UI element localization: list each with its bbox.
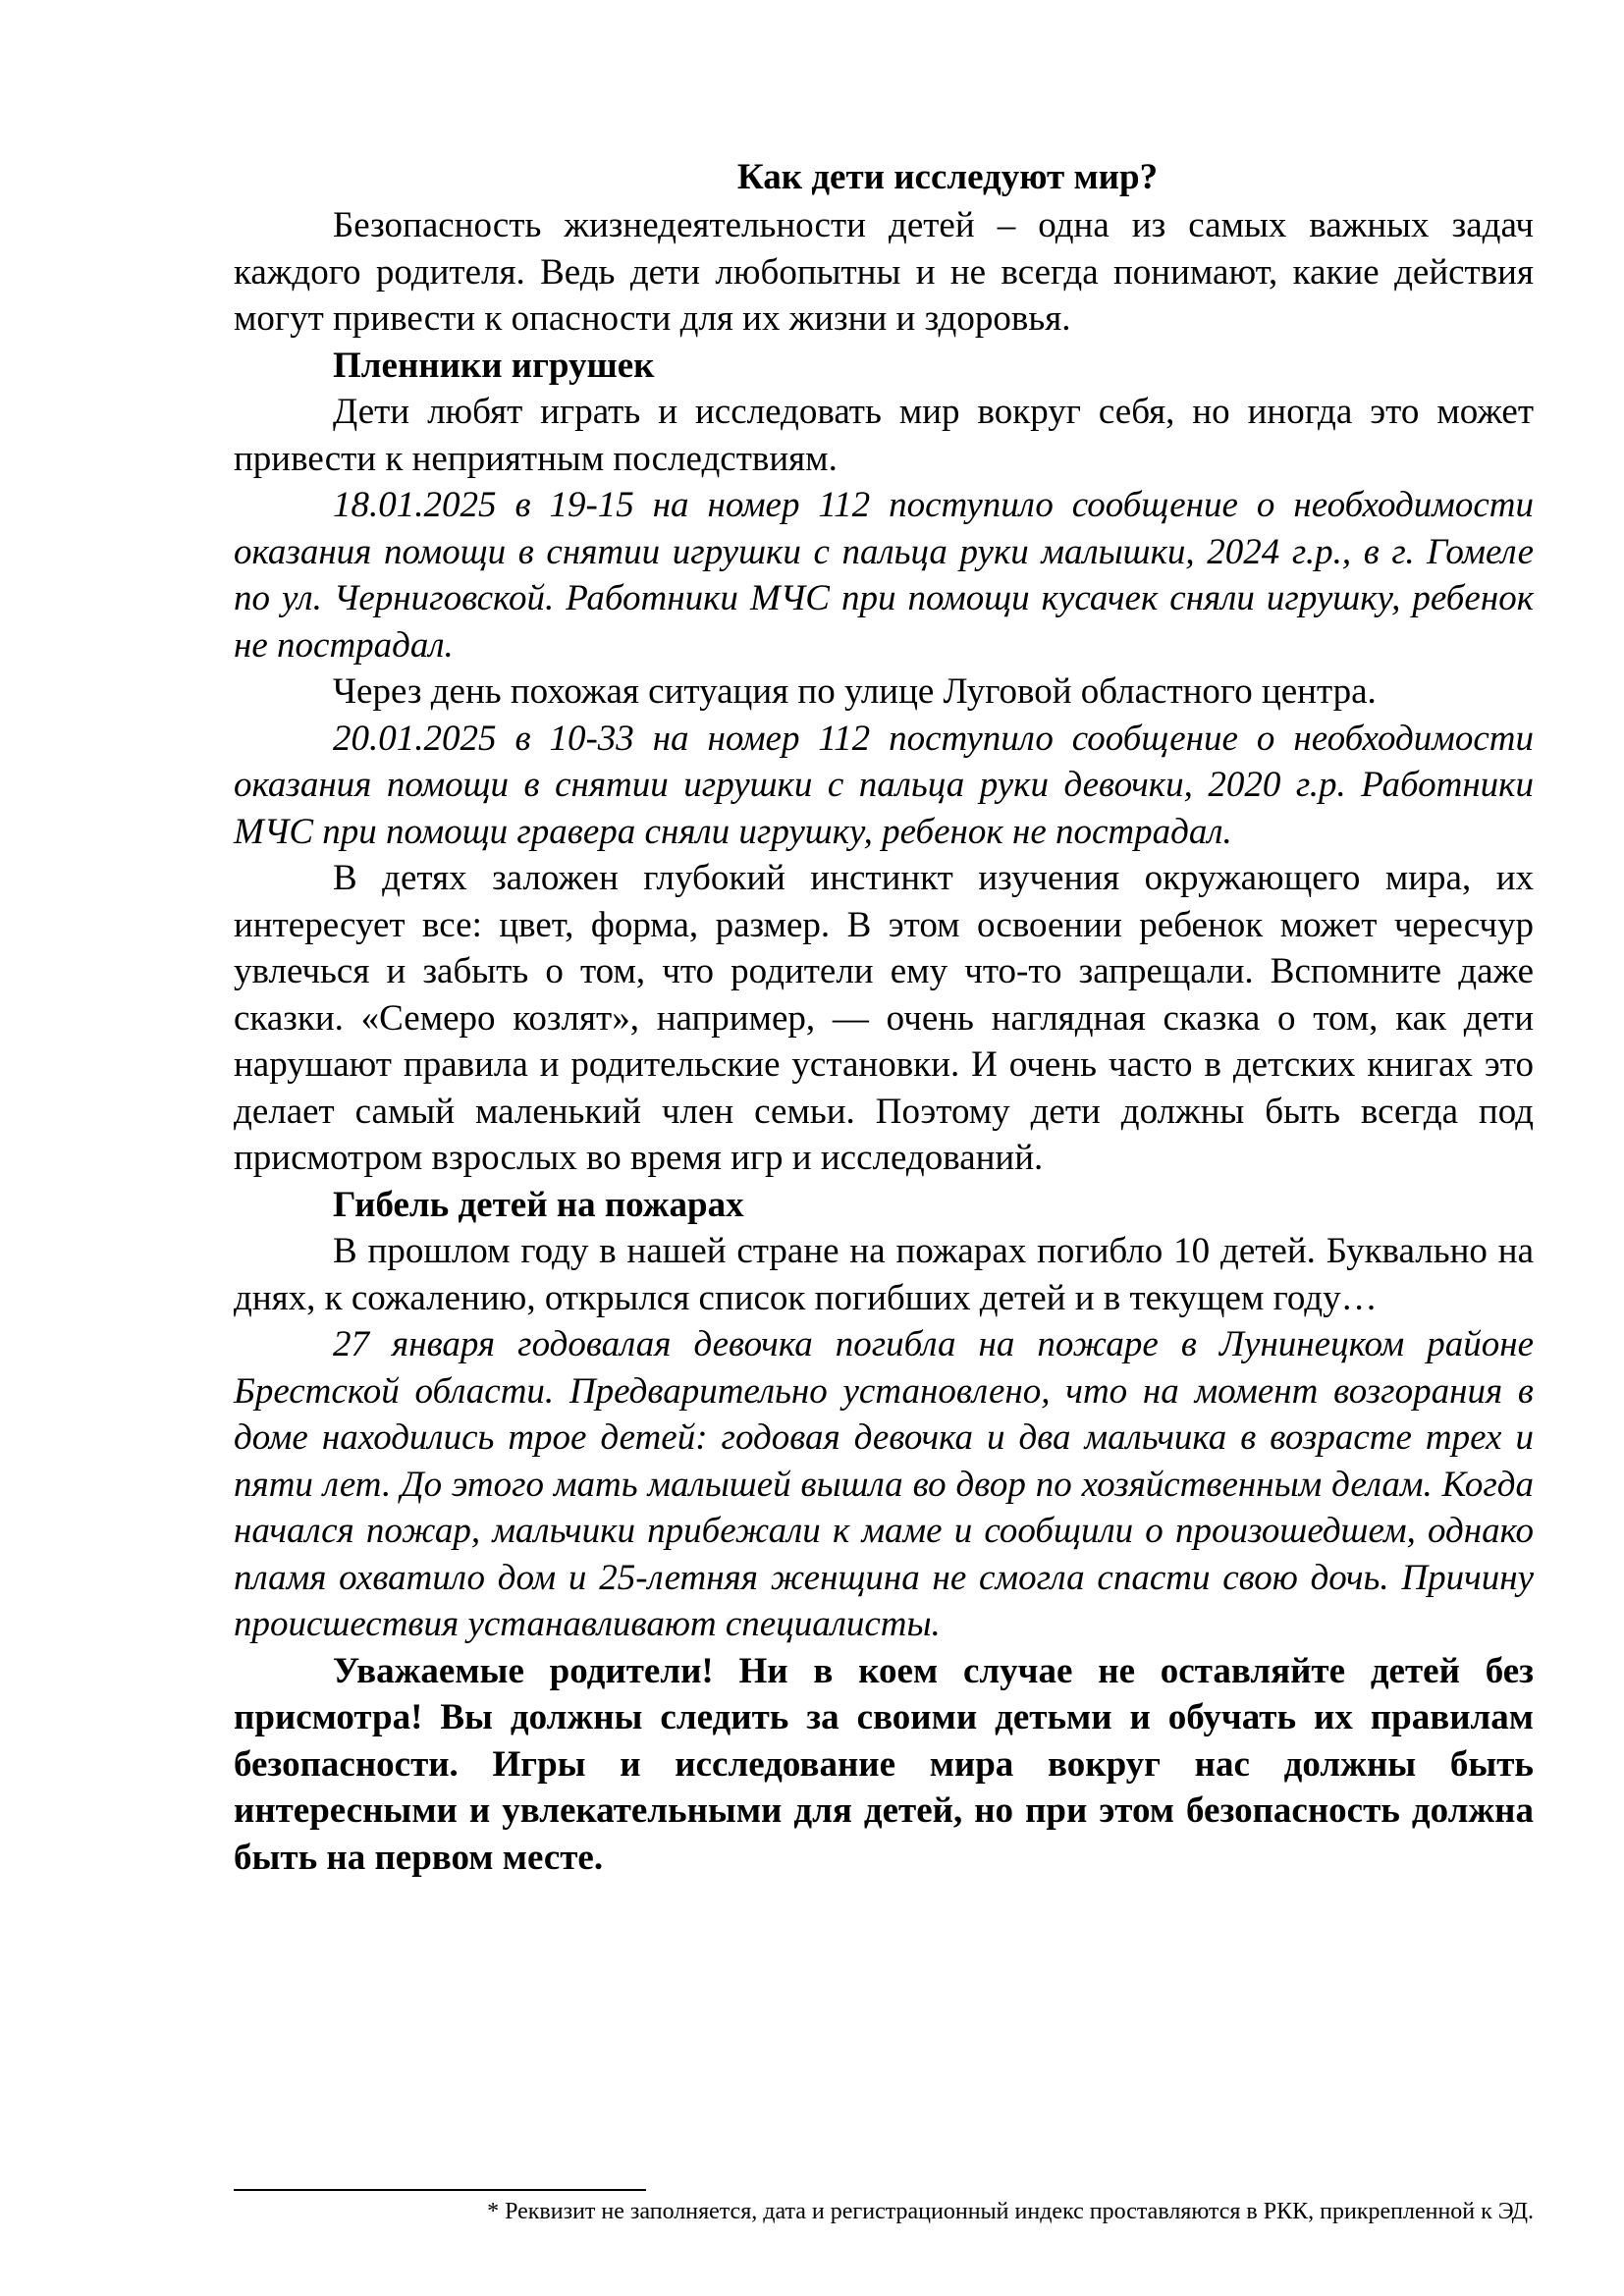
intro-paragraph: Безопасность жизнедеятельности детей – одна из самых важных задач каждого родителя. Ведь дети любопытны и не всегда понимают, какие действия могут привести к опасности для их жизни и здоровья. xyxy=(234,205,1534,339)
parents-appeal: Уважаемые родители! Ни в коем случае не оставляйте детей без присмотра! Вы должны следить за своими детьми и обучать их правилам безопасности. Игры и исследование мира вокруг нас должны быть интересными и увлекательными для детей, но при этом безопасность должна быть на первом месте. xyxy=(234,1650,1534,1878)
toys-paragraph-3: В детях заложен глубокий инстинкт изучения окружающего мира, их интересует все: цвет, форма, размер. В этом освоении ребенок может чересчур увлечься и забыть о том, что родители ему что-то запрещали. Вспомните даже сказки. «Семеро козлят», например, — очень наглядная сказка о том, как дети нарушают правила и родительские установки. И очень часто в детских книгах это делает самый маленький член семьи. Поэтому дети должны быть всегда под присмотром взрослых во время игр и исследований. xyxy=(234,858,1534,1178)
toys-case-1: 18.01.2025 в 19-15 на номер 112 поступило сообщение о необходимости оказания помощи в снятии игрушки с пальца руки малышки, 2024 г.р., в г. Гомеле по ул. Черниговской. Работники МЧС при помощи кусачек сняли игрушку, ребенок не пострадал. xyxy=(234,485,1534,666)
toys-case-2: 20.01.2025 в 10-33 на номер 112 поступило сообщение о необходимости оказания помощи в снятии игрушки с пальца руки девочки, 2020 г.р. Работники МЧС при помощи гравера сняли игрушку, ребенок не пострадал. xyxy=(234,718,1534,852)
fires-case-1: 27 января годовалая девочка погибла на пожаре в Лунинецком районе Брестской области. Предварительно установлено, что на момент возгорания в доме находились трое детей: годовая девочка и два мальчика в возрасте трех и пяти лет. До этого мать малышей вышла во двор по хозяйственным делам. Когда начался пожар, мальчики прибежали к маме и сообщили о произошедшем, однако пламя охватило дом и 25-летняя женщина не смогла спасти свою дочь. Причину происшествия устанавливают специалисты. xyxy=(234,1324,1534,1644)
document-body xyxy=(234,157,1534,1881)
toys-paragraph-2: Через день похожая ситуация по улице Луговой областного центра. xyxy=(333,671,1377,712)
fires-paragraph-1: В прошлом году в нашей стране на пожарах погибло 10 детей. Буквально на днях, к сожалению, открылся список погибших детей и в текущем году… xyxy=(234,1231,1534,1318)
section-heading-toys: Пленники игрушек xyxy=(333,345,655,386)
section-heading-fires: Гибель детей на пожарах xyxy=(333,1184,744,1225)
page-title: Как дети исследуют мир? xyxy=(736,157,1159,197)
toys-paragraph-1: Дети любят играть и исследовать мир вокруг себя, но иногда это может привести к неприятным последствиям. xyxy=(234,392,1534,479)
footnote: * Реквизит не заполняется, дата и регистрационный индекс проставляются в РКК, прикрепленной к ЭД. xyxy=(487,2199,1534,2224)
footnote-divider xyxy=(234,2189,646,2191)
